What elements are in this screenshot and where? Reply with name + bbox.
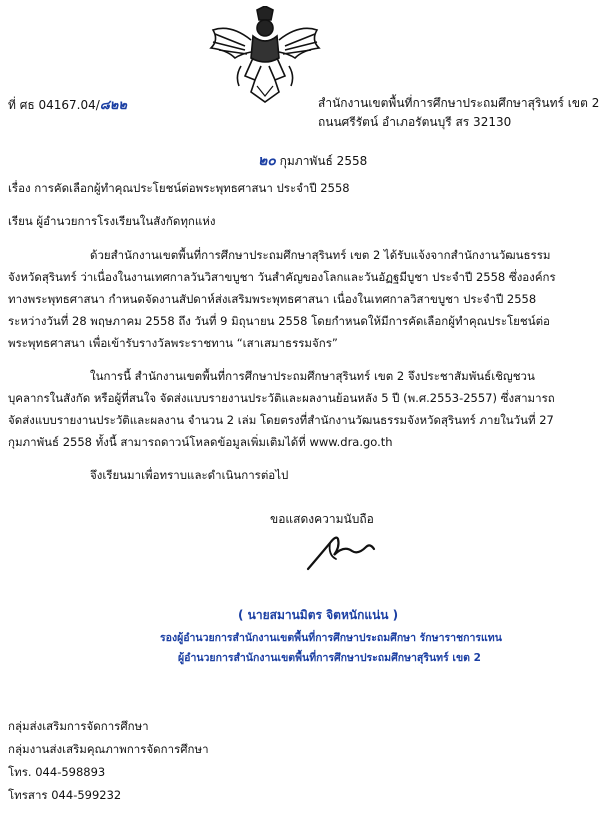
reference-number-handwritten: ๘๒๒ <box>99 98 127 113</box>
para2-line-2: บุคลากรในสังกัด หรือผู้ที่สนใจ จัดส่งแบบรายงานประวัติและผลงานย้อนหลัง 5 ปี (พ.ศ.2553-2557) ซึ่งสามารถ <box>8 391 555 405</box>
date-month-year: กุมภาพันธ์ 2558 <box>279 154 368 168</box>
handwritten-signature <box>300 525 380 575</box>
footer-phone: โทร. 044-598893 <box>8 765 106 779</box>
recipient-line: เรียน ผู้อำนวยการโรงเรียนในสังกัดทุกแห่ง <box>8 214 216 228</box>
date-day-handwritten: ๒๐ <box>258 153 276 169</box>
signatory-title-2: ผู้อำนวยการสำนักงานเขตพื้นที่การศึกษาประถมศึกษาสุรินทร์ เขต 2 <box>178 652 481 664</box>
office-address: ถนนศรีรัตน์ อำเภอรัตนบุรี สร 32130 <box>318 115 512 129</box>
garuda-emblem-icon <box>205 6 325 104</box>
signatory-name: ( นายสมานมิตร จิตหนักแน่น ) <box>238 608 399 622</box>
reference-number-label: ที่ ศธ 04167.04/ <box>8 98 100 112</box>
reference-number <box>8 94 127 115</box>
para2-line-4: กุมภาพันธ์ 2558 ทั้งนี้ สามารถดาวน์โหลดข้อมูลเพิ่มเติมได้ที่ www.dra.go.th <box>8 435 393 449</box>
para1-line-3: ทางพระพุทธศาสนา กำหนดจัดงานสัปดาห์ส่งเสริมพระพุทธศาสนา เนื่องในเทศกาลวิสาขบูชา ประจำปี 2558 <box>8 292 537 306</box>
subject-line: เรื่อง การคัดเลือกผู้ทำคุณประโยชน์ต่อพระพุทธศาสนา ประจำปี 2558 <box>8 181 350 195</box>
para1-line-4: ระหว่างวันที่ 28 พฤษภาคม 2558 ถึง วันที่ 9 มิถุนายน 2558 โดยกำหนดให้มีการคัดเลือกผู้ทำคุณประโยชน์ต่อ <box>8 314 550 328</box>
para2-line-1: ในการนี้ สำนักงานเขตพื้นที่การศึกษาประถมศึกษาสุรินทร์ เขต 2 จึงประชาสัมพันธ์เชิญชวน <box>90 369 535 383</box>
footer-fax: โทรสาร 044-599232 <box>8 788 122 802</box>
footer-dept-2: กลุ่มงานส่งเสริมคุณภาพการจัดการศึกษา <box>8 742 209 756</box>
para1-line-5: พระพุทธศาสนา เพื่อเข้ารับรางวัลพระราชทาน “เสาเสมาธรรมจักร” <box>8 336 338 350</box>
office-name: สำนักงานเขตพื้นที่การศึกษาประถมศึกษาสุรินทร์ เขต 2 <box>318 96 600 110</box>
footer-dept-1: กลุ่มส่งเสริมการจัดการศึกษา <box>8 719 149 733</box>
signatory-title-1: รองผู้อำนวยการสำนักงานเขตพื้นที่การศึกษาประถมศึกษา รักษาราชการแทน <box>160 632 502 644</box>
para1-line-1: ด้วยสำนักงานเขตพื้นที่การศึกษาประถมศึกษาสุรินทร์ เขต 2 ได้รับแจ้งจากสำนักงานวัฒนธรรม <box>90 248 551 262</box>
para2-line-3: จัดส่งแบบรายงานประวัติและผลงาน จำนวน 2 เล่ม โดยตรงที่สำนักงานวัฒนธรรมจังหวัดสุรินทร์ ภายในวันที่ 27 <box>8 413 554 427</box>
closing-line: จึงเรียนมาเพื่อทราบและดำเนินการต่อไป <box>90 468 289 482</box>
para1-line-2: จังหวัดสุรินทร์ ว่าเนื่องในงานเทศกาลวันวิสาขบูชา วันสำคัญของโลกและวันอัฏฐมีบูชา ประจำปี 2558 ซึ่งองค์กร <box>8 270 556 284</box>
regards-text: ขอแสดงความนับถือ <box>270 512 374 526</box>
document-date <box>258 150 367 172</box>
